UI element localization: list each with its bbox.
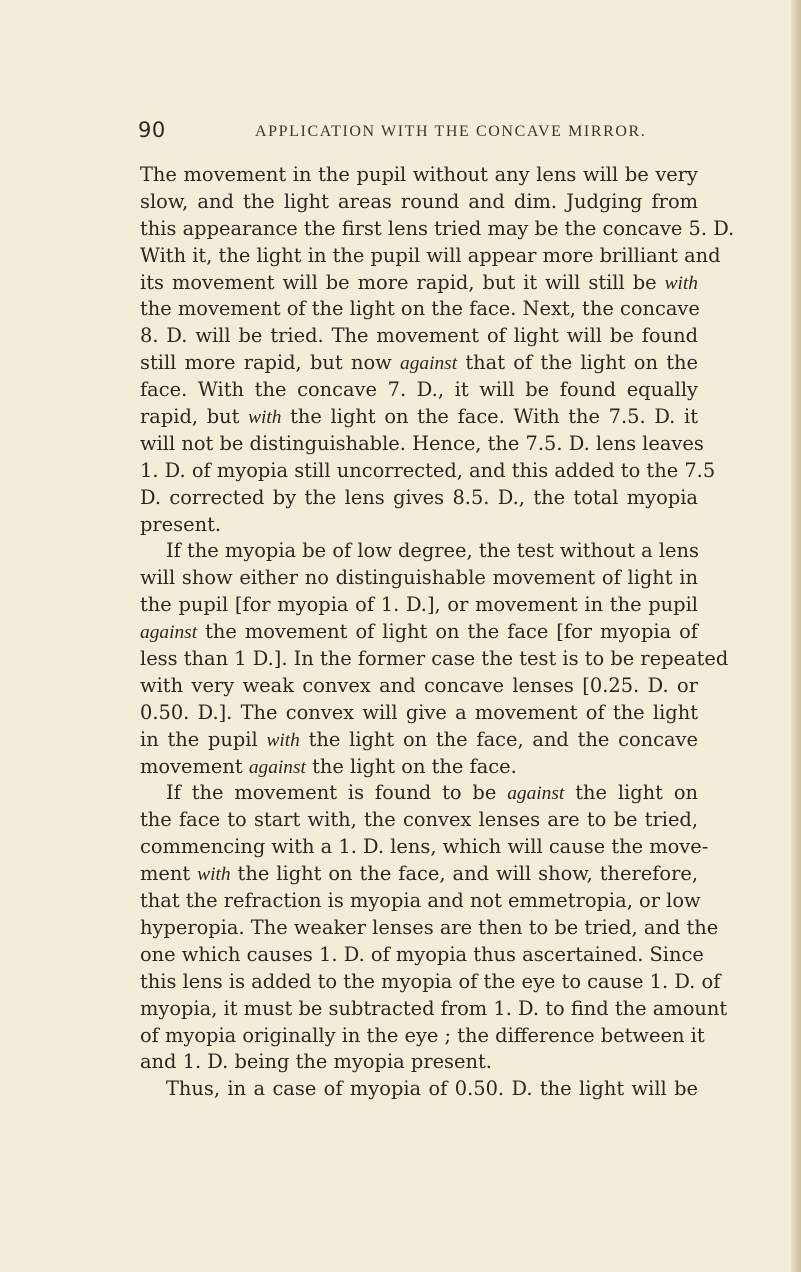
text-segment: present. [140,512,222,536]
text-line [140,296,698,323]
text-segment: in the pupil [140,727,267,751]
body-text [140,162,735,1103]
text-line [140,323,698,350]
italic-text: against [507,783,565,805]
text-segment: this lens is added to the myopia of the eye to cause 1. D. of [140,969,721,993]
text-line [140,270,698,297]
text-segment: 0.50. D.]. The convex will give a movement of the light [140,700,698,724]
text-segment: the movement of the light on the face. Next, the concave [140,297,700,321]
text-line [140,485,698,512]
text-segment: this appearance the first lens tried may be the concave 5. D. [140,216,735,240]
text-segment: 8. D. will be tried. The movement of light will be found [140,324,698,348]
text-line [140,673,698,700]
text-line [140,243,721,270]
page-number: 90 [138,118,166,142]
text-segment: If the movement is found to be [166,781,508,805]
text-segment: the light on the face, and the concave [299,727,698,751]
text-line [140,458,716,485]
text-segment: the movement of light on the face [for myopia of [197,620,698,644]
text-line [140,915,719,942]
text-segment: that the refraction is myopia and not emmetropia, or low [140,889,701,913]
text-line [140,350,698,377]
text-line [140,216,735,243]
text-segment: 1. D. of myopia still uncorrected, and this added to the 7.5 [140,458,716,482]
text-line [140,1076,698,1103]
italic-text: with [248,407,282,429]
text-segment: will show either no distinguishable movement of light in [140,566,698,590]
text-segment: that of the light on the [457,351,698,375]
text-line [140,780,698,807]
text-segment: movement [140,754,249,778]
text-segment: the light on the face. With the 7.5. D. it [281,405,698,429]
text-segment: myopia, it must be subtracted from 1. D. to find the amount [140,996,728,1020]
text-line [140,996,728,1023]
text-segment: commencing with a 1. D. lens, which will cause the move- [140,835,709,859]
text-line [140,512,698,539]
text-line [140,727,698,754]
text-segment: hyperopia. The weaker lenses are then to be tried, and the [140,915,719,939]
text-segment: With it, the light in the pupil will appear more brilliant and [140,243,721,267]
text-segment: and 1. D. being the myopia present. [140,1050,492,1074]
italic-text: against [140,622,198,644]
text-line [140,538,698,565]
italic-text: against [248,756,306,778]
italic-text: with [266,729,300,751]
text-segment: one which causes 1. D. of myopia thus ascertained. Since [140,942,704,966]
text-line [140,162,698,189]
text-segment: face. With the concave 7. D., it will be found equally [140,378,698,402]
italic-text: against [400,353,458,375]
page-edge [791,0,801,1272]
italic-text: with [664,272,698,294]
text-segment: Thus, in a case of myopia of 0.50. D. the light will be [166,1077,698,1101]
text-line [140,404,698,431]
text-segment: the light on the face. [305,754,517,778]
text-line [140,189,698,216]
text-line [140,942,704,969]
text-line [140,861,698,888]
text-segment: with very weak convex and concave lenses [0.25. D. or [140,673,698,697]
text-segment: The movement in the pupil without any lens will be very [140,163,698,186]
text-segment: the face to start with, the convex lenses are to be tried, [140,808,698,832]
text-line [140,700,698,727]
text-line [140,807,698,834]
text-line [140,834,709,861]
text-segment: slow, and the light areas round and dim. Judging from [140,189,698,213]
text-line [140,1049,698,1076]
text-segment: the light on [564,781,698,805]
text-segment: its movement will be more rapid, but it will still be [140,270,665,294]
text-line [140,377,698,404]
text-segment: ment [140,862,198,886]
text-line [140,969,721,996]
text-segment: the pupil [for myopia of 1. D.], or movement in the pupil [140,593,698,617]
text-segment: will not be distinguishable. Hence, the 7.5. D. lens leaves [140,431,704,455]
text-line [140,592,698,619]
text-segment: less than 1 D.]. In the former case the test is to be repeated [140,647,729,671]
text-line [140,1023,705,1050]
text-segment: If the myopia be of low degree, the test without a lens [166,539,699,563]
running-head: APPLICATION WITH THE CONCAVE MIRROR. [255,123,647,140]
text-line [140,754,698,781]
text-line [140,565,698,592]
text-line [140,646,729,673]
page-header [138,118,698,148]
text-line [140,888,701,915]
text-segment: the light on the face, and will show, therefore, [230,862,698,886]
text-segment: rapid, but [140,405,249,429]
text-segment: still more rapid, but now [140,351,400,375]
text-line [140,431,704,458]
text-segment: D. corrected by the lens gives 8.5. D., the total myopia [140,485,698,509]
italic-text: with [197,864,231,886]
text-segment: of myopia originally in the eye ; the difference between it [140,1023,705,1047]
text-line [140,619,698,646]
